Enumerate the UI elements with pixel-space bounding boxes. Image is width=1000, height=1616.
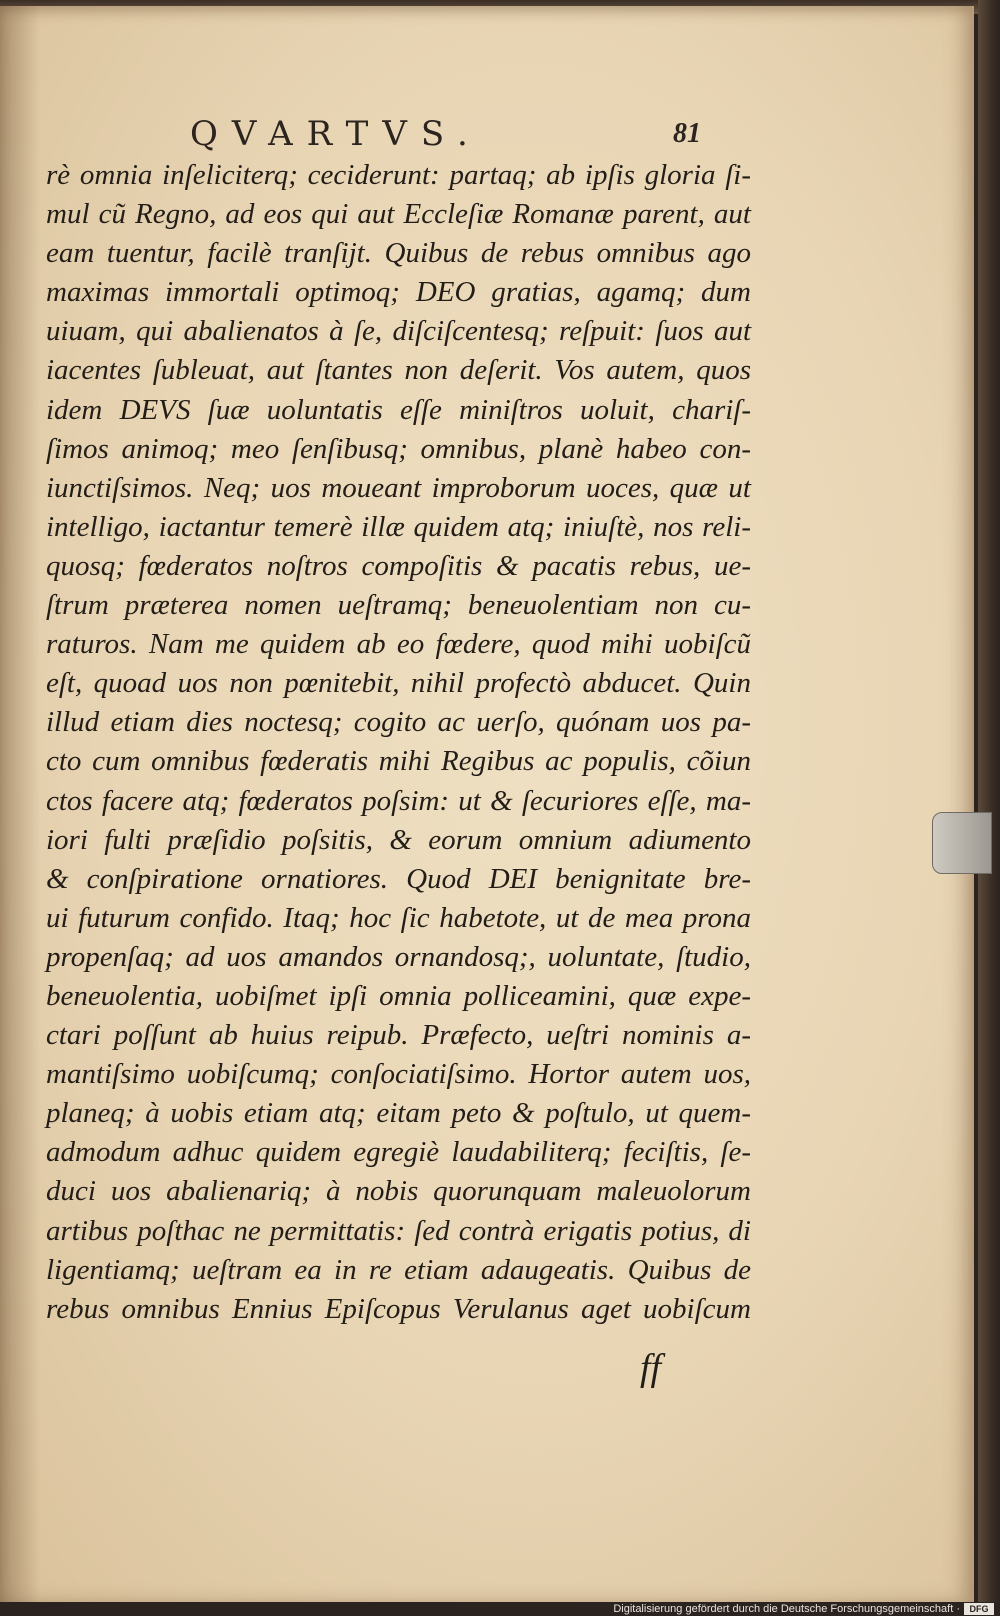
- text-line: iori fulti præſidio poſsitis, & eorum omnium adiumento: [46, 823, 751, 856]
- text-line: mul cũ Regno, ad eos qui aut Eccleſiæ Romanæ parent, aut: [46, 198, 751, 231]
- text-line: admodum adhuc quidem egregiè laudabiliterq; feciſtis, ſe-: [46, 1136, 751, 1169]
- text-line: uiuam, qui abalienatos à ſe, diſciſcentesq; reſpuit: ſuos aut: [46, 315, 751, 348]
- text-line: illud etiam dies noctesq; cogito ac uerſo, quónam uos pa-: [46, 706, 751, 739]
- text-line: rebus omnibus Ennius Epiſcopus Verulanus aget uobiſcum: [46, 1292, 751, 1325]
- text-line: ctari poſſunt ab huius reipub. Præfecto, ueſtri nominis a-: [46, 1019, 751, 1052]
- text-line: raturos. Nam me quidem ab eo fœdere, quod mihi uobiſcũ: [46, 628, 751, 661]
- text-line: & conſpiratione ornatiores. Quod DEI benignitate bre-: [46, 862, 751, 895]
- text-line: planeq; à uobis etiam atq; eitam peto & poſtulo, ut quem-: [46, 1097, 751, 1130]
- text-line: eam tuentur, facilè tranſijt. Quibus de rebus omnibus ago: [46, 237, 751, 270]
- text-line: cto cum omnibus fœderatis mihi Regibus ac populis, cõiun: [46, 745, 751, 778]
- book-page: [0, 6, 974, 1602]
- text-line: beneuolentia, uobiſmet ipſi omnia polliceamini, quæ expe-: [46, 979, 751, 1012]
- text-line: maximas immortali optimoq; DEO gratias, agamq; dum: [46, 276, 751, 309]
- text-line: ſtrum præterea nomen ueſtramq; beneuolentiam non cu-: [46, 589, 751, 622]
- spine-shadow: [0, 6, 40, 1602]
- text-line: ſimos animoq; meo ſenſibusq; omnibus, planè habeo con-: [46, 432, 751, 465]
- text-line: ligentiamq; ueſtram ea in re etiam adaugeatis. Quibus de: [46, 1253, 751, 1286]
- footer-strip: [0, 1602, 1000, 1616]
- book-clasp: [932, 812, 992, 874]
- running-title: QVARTVS.: [190, 114, 482, 154]
- dfg-logo: DFG: [964, 1603, 994, 1615]
- text-line: artibus poſthac ne permittatis: ſed contrà erigatis potius, di: [46, 1214, 751, 1247]
- text-line: mantiſsimo uobiſcumq; conſociatiſsimo. Hortor autem uos,: [46, 1058, 751, 1091]
- footer-credit: Digitalisierung gefördert durch die Deutsche Forschungsgemeinschaft ·: [613, 1603, 960, 1615]
- text-line: intelligo, iactantur temerè illæ quidem atq; iniuſtè, nos reli-: [46, 510, 751, 543]
- text-line: eſt, quoad uos non pœnitebit, nihil profectò abducet. Quin: [46, 667, 751, 700]
- text-line: iunctiſsimos. Neq; uos moueant improborum uoces, quæ ut: [46, 471, 751, 504]
- text-line: iacentes ſubleuat, aut ſtantes non deſerit. Vos autem, quos: [46, 354, 751, 387]
- page-edge: [978, 0, 1000, 1616]
- text-line: quosq; fœderatos noſtros compoſitis & pacatis rebus, ue-: [46, 549, 751, 582]
- folio-number: 81: [673, 118, 701, 149]
- catchword: ff: [640, 1347, 662, 1389]
- text-line: idem DEVS ſuæ uoluntatis eſſe miniſtros uoluit, chariſ-: [46, 393, 751, 426]
- text-line: duci uos abalienariq; à nobis quorunquam maleuolorum: [46, 1175, 751, 1208]
- text-line: ui futurum confido. Itaq; hoc ſic habetote, ut de mea prona: [46, 901, 751, 934]
- text-line: ctos facere atq; fœderatos poſsim: ut & ſecuriores eſſe, ma-: [46, 784, 751, 817]
- text-line: propenſaq; ad uos amandos ornandosq;, uoluntate, ſtudio,: [46, 940, 751, 973]
- text-block: [46, 156, 751, 1329]
- text-line: rè omnia inſeliciterq; ceciderunt: partaq; ab ipſis gloria ſi-: [46, 159, 751, 191]
